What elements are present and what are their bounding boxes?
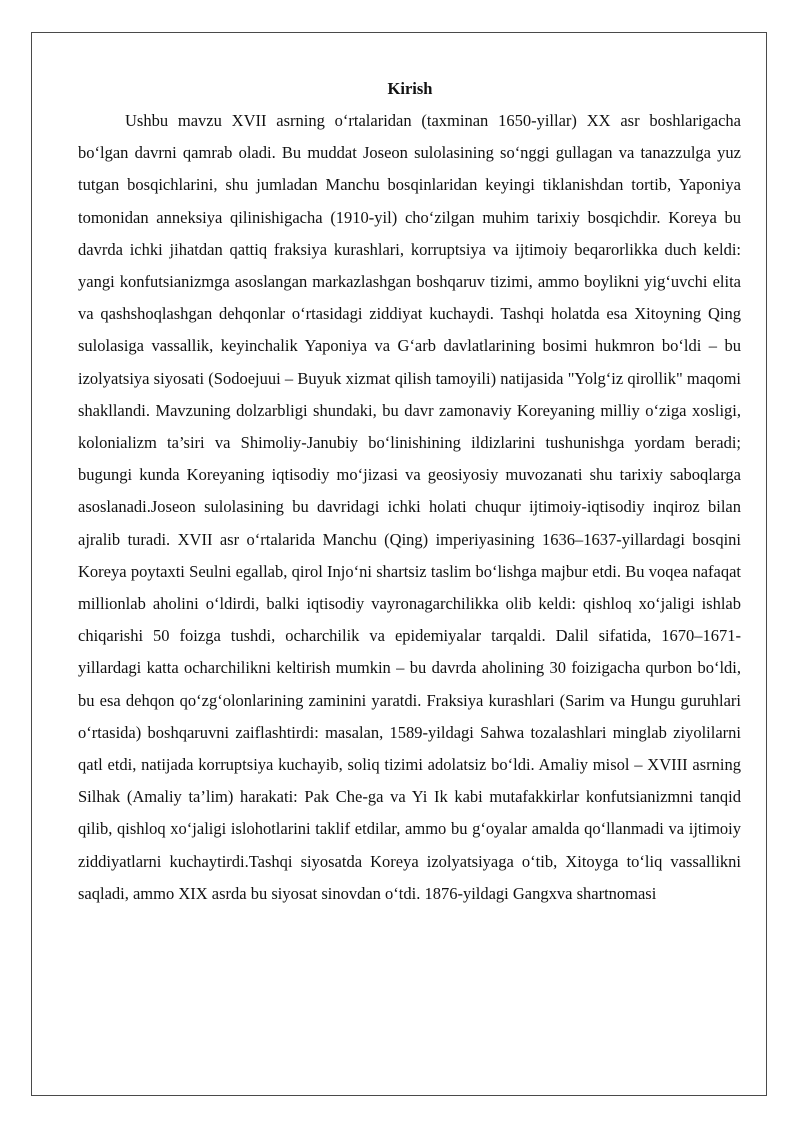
body-paragraph: Ushbu mavzu XVII asrning o‘rtalaridan (taxminan 1650-yillar) XX asr boshlarigacha bo‘lgan davrni qamrab oladi. Bu muddat Joseon sulolasining so‘nggi gullagan va tanazzulga yuz tutgan bosqichlarini, shu jumladan Manchu bosqinlaridan keyingi tiklanishdan tortib, Yaponiya tomonidan anneksiya qilinishigacha (1910-yil) cho‘zilgan muhim tarixiy bosqichdir. Koreya bu davrda ichki jihatdan qattiq fraksiya kurashlari, korruptsiya va ijtimoiy beqarorlikka duch keldi: yangi konfutsianizmga asoslangan markazlashgan boshqaruv tizimi, ammo boylikni yig‘uvchi elita va qashshoqlashgan dehqonlar o‘rtasidagi ziddiyat kuchaydi. Tashqi holatda esa Xitoyning Qing sulolasiga vassallik, keyinchalik Yaponiya va G‘arb davlatlarining bosimi hukmron bo‘ldi – bu izolyatsiya siyosati (Sodoejuui – Buyuk xizmat qilish tamoyili) natijasida "Yolg‘iz qirollik" maqomi shakllandi. Mavzuning dolzarbligi shundaki, bu davr zamonaviy Koreyaning milliy o‘ziga xosligi, kolonializm ta’siri va Shimoliy-Janubiy bo‘linishining ildizlarini tushunishga yordam beradi; bugungi kunda Koreyaning iqtisodiy mo‘jizasi va geosiyosiy muvozanati shu tarixiy saboqlarga asoslanadi.Joseon sulolasining bu davridagi ichki holati chuqur ijtimoiy-iqtisodiy inqiroz bilan ajralib turadi. XVII asr o‘rtalarida Manchu (Qing) imperiyasining 1636–1637-yillardagi bosqini Koreya poytaxti Seulni egallab, qirol Injo‘ni shartsiz taslim bo‘lishga majbur etdi. Bu voqea nafaqat millionlab aholini o‘ldirdi, balki iqtisodiy vayronagarchilikka olib keldi: qishloq xo‘jaligi ishlab chiqarishi 50 foizga tushdi, ocharchilik va epidemiyalar tarqaldi. Dalil sifatida, 1670–1671-yillardagi katta ocharchilikni keltirish mumkin – bu davrda aholining 30 foizigacha qurbon bo‘ldi, bu esa dehqon qo‘zg‘olonlarining zaminini yaratdi. Fraksiya kurashlari (Sarim va Hungu guruhlari o‘rtasida) boshqaruvni zaiflashtirdi: masalan, 1589-yildagi Sahwa tozalashlari minglab ziyolilarni qatl etdi, natijada korruptsiya kuchayib, soliq tizimi adolatsiz bo‘ldi. Amaliy misol – XVIII asrning Silhak (Amaliy ta’lim) harakati: Pak Che-ga va Yi Ik kabi mutafakkirlar konfutsianizmni tanqid qilib, qishloq xo‘jaligi islohotlarini taklif etdilar, ammo bu g‘oyalar amalda qo‘llanmadi va ijtimoiy ziddiyatlarni kuchaytirdi.Tashqi siyosatda Koreya izolyatsiyaga o‘tib, Xitoyga to‘liq vassallikni saqladi, ammo XIX asrda bu siyosat sinovdan o‘tdi. 1876-yildagi Gangxva shartnomasi <box>78 111 741 903</box>
document-content <box>78 73 741 910</box>
document-title: Kirish <box>387 79 433 98</box>
